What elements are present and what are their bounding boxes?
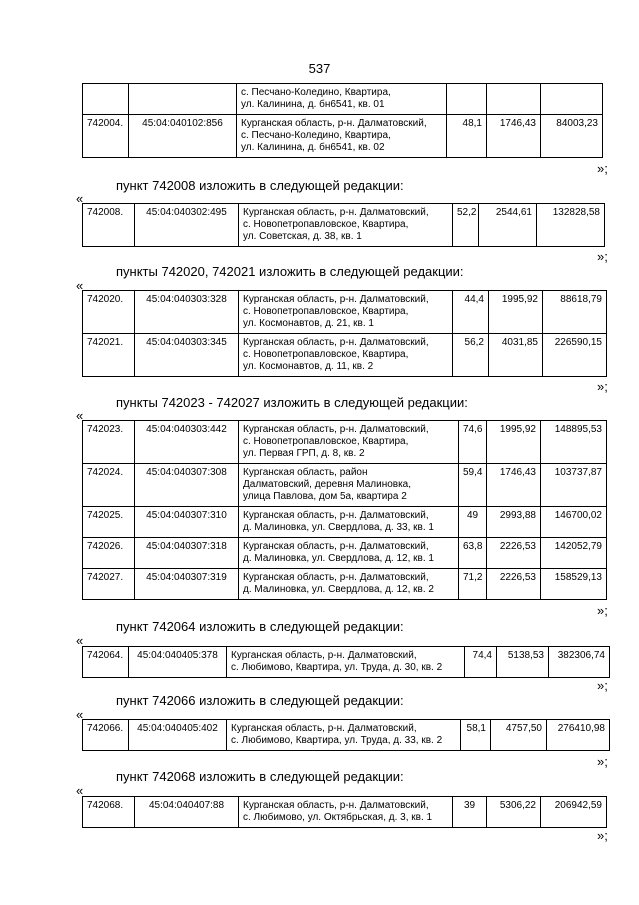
table-row — [83, 421, 607, 464]
address-cell — [239, 569, 459, 600]
section-intro: пункт 742008 изложить в следующей редакции: — [116, 178, 404, 193]
address-cell — [239, 291, 453, 334]
address-line: Курганская область, р-н. Далматовский, — [243, 424, 429, 435]
cadastral-number: 45:04:040303:328 — [135, 291, 239, 334]
address-line: Курганская область, р-н. Далматовский, — [231, 723, 417, 734]
area-value: 39 — [453, 797, 487, 828]
row-number: 742020. — [83, 291, 135, 334]
opening-quote: « — [76, 408, 84, 423]
address-line: д. Малиновка, ул. Свердлова, д. 33, кв. 1 — [243, 522, 434, 533]
opening-quote: « — [76, 707, 84, 722]
area-value: 56,2 — [453, 334, 489, 377]
price-value: 2544,61 — [479, 204, 537, 247]
closing-quote: »; — [597, 678, 608, 693]
total-value: 158529,13 — [541, 569, 607, 600]
table-row — [83, 507, 607, 538]
area-value: 59,4 — [459, 464, 487, 507]
opening-quote: « — [76, 278, 84, 293]
table-row — [83, 464, 607, 507]
price-value: 1746,43 — [487, 464, 541, 507]
address-line: Курганская область, р-н. Далматовский, — [243, 572, 429, 583]
table-row — [83, 538, 607, 569]
opening-quote: « — [76, 783, 84, 798]
opening-quote: « — [76, 191, 84, 206]
price-value: 4031,85 — [489, 334, 543, 377]
address-line: д. Малиновка, ул. Свердлова, д. 12, кв. 2 — [243, 584, 434, 595]
address-line: Курганская область, р-н. Далматовский, — [243, 800, 429, 811]
cadastral-number: 45:04:040307:310 — [135, 507, 239, 538]
section-intro: пункты 742020, 742021 изложить в следующей редакции: — [116, 264, 464, 279]
cadastral-number: 45:04:040405:402 — [129, 720, 227, 751]
price-value: 2226,53 — [487, 538, 541, 569]
registry-table — [82, 203, 605, 247]
address-line: с. Песчано-Коледино, Квартира, — [241, 87, 391, 98]
cadastral-number: 45:04:040303:345 — [135, 334, 239, 377]
area-value: 74,6 — [459, 421, 487, 464]
address-cell — [227, 647, 465, 678]
total-value: 103737,87 — [541, 464, 607, 507]
address-line: Курганская область, р-н. Далматовский, — [243, 541, 429, 552]
total-value: 226590,15 — [543, 334, 607, 377]
row-number: 742066. — [83, 720, 129, 751]
address-line: Курганская область, р-н. Далматовский, — [231, 650, 417, 661]
opening-quote: « — [76, 633, 84, 648]
address-line: с. Любимово, Квартира, ул. Труда, д. 30, кв. 2 — [231, 662, 443, 673]
price-value: 5306,22 — [487, 797, 541, 828]
price-value: 1746,43 — [487, 115, 541, 158]
area-value: 63,8 — [459, 538, 487, 569]
table-row — [83, 291, 607, 334]
row-number: 742023. — [83, 421, 135, 464]
closing-quote: »; — [597, 754, 608, 769]
price-value: 4757,50 — [491, 720, 547, 751]
address-cell — [239, 507, 459, 538]
total-value — [541, 84, 603, 115]
row-number: 742027. — [83, 569, 135, 600]
price-value: 2226,53 — [487, 569, 541, 600]
table-row — [83, 204, 605, 247]
address-line: ул. Калинина, д. бн6541, кв. 02 — [241, 142, 385, 153]
total-value: 276410,98 — [547, 720, 610, 751]
closing-quote: »; — [597, 379, 608, 394]
area-value: 44,4 — [453, 291, 489, 334]
price-value: 1995,92 — [487, 421, 541, 464]
address-cell — [239, 797, 453, 828]
cadastral-number — [129, 84, 237, 115]
area-value — [447, 84, 487, 115]
total-value: 88618,79 — [543, 291, 607, 334]
total-value: 382306,74 — [549, 647, 610, 678]
row-number: 742024. — [83, 464, 135, 507]
registry-table — [82, 719, 610, 751]
row-number: 742021. — [83, 334, 135, 377]
address-line: с. Новопетропавловское, Квартира, — [243, 349, 409, 360]
area-value: 74,4 — [465, 647, 497, 678]
area-value: 52,2 — [453, 204, 479, 247]
closing-quote: »; — [597, 161, 608, 176]
cadastral-number: 45:04:040405:378 — [129, 647, 227, 678]
closing-quote: »; — [597, 249, 608, 264]
address-line: с. Новопетропавловское, Квартира, — [243, 219, 409, 230]
address-line: Курганская область, р-н. Далматовский, — [243, 294, 429, 305]
total-value: 132828,58 — [537, 204, 605, 247]
address-cell — [239, 538, 459, 569]
section-intro: пункт 742068 изложить в следующей редакции: — [116, 769, 404, 784]
registry-table — [82, 420, 607, 600]
closing-quote: »; — [597, 828, 608, 843]
price-value — [487, 84, 541, 115]
table-row — [83, 720, 610, 751]
table-row — [83, 797, 607, 828]
area-value: 58,1 — [461, 720, 491, 751]
address-cell — [239, 421, 459, 464]
row-number: 742008. — [83, 204, 135, 247]
address-cell — [239, 334, 453, 377]
registry-table — [82, 646, 610, 678]
section-intro: пункты 742023 - 742027 изложить в следующей редакции: — [116, 395, 468, 410]
address-line: с. Любимово, ул. Октябрьская, д. 3, кв. 1 — [243, 812, 433, 823]
registry-table — [82, 796, 607, 828]
address-line: с. Новопетропавловское, Квартира, — [243, 436, 409, 447]
address-line: ул. Космонавтов, д. 21, кв. 1 — [243, 318, 374, 329]
cadastral-number: 45:04:040307:319 — [135, 569, 239, 600]
section-intro: пункт 742066 изложить в следующей редакции: — [116, 693, 404, 708]
cadastral-number: 45:04:040307:308 — [135, 464, 239, 507]
row-number: 742068. — [83, 797, 135, 828]
area-value: 71,2 — [459, 569, 487, 600]
price-value: 1995,92 — [489, 291, 543, 334]
row-number: 742025. — [83, 507, 135, 538]
address-cell — [227, 720, 461, 751]
closing-quote: »; — [597, 603, 608, 618]
address-cell — [239, 204, 453, 247]
table-row — [83, 569, 607, 600]
address-line: ул. Советская, д. 38, кв. 1 — [243, 231, 362, 242]
cadastral-number: 45:04:040307:318 — [135, 538, 239, 569]
row-number — [83, 84, 129, 115]
address-line: с. Новопетропавловское, Квартира, — [243, 306, 409, 317]
address-line: Курганская область, р-н. Далматовский, — [241, 118, 427, 129]
address-line: Курганская область, р-н. Далматовский, — [243, 337, 429, 348]
address-line: Курганская область, р-н. Далматовский, — [243, 510, 429, 521]
address-cell — [237, 84, 447, 115]
address-line: Курганская область, район — [243, 467, 368, 478]
row-number: 742026. — [83, 538, 135, 569]
total-value: 148895,53 — [541, 421, 607, 464]
address-line: улица Павлова, дом 5а, квартира 2 — [243, 491, 407, 502]
address-line: д. Малиновка, ул. Свердлова, д. 12, кв. 1 — [243, 553, 434, 564]
address-line: с. Песчано-Коледино, Квартира, — [241, 130, 391, 141]
area-value: 49 — [459, 507, 487, 538]
total-value: 142052,79 — [541, 538, 607, 569]
address-cell — [237, 115, 447, 158]
price-value: 5138,53 — [497, 647, 549, 678]
registry-table — [82, 83, 603, 158]
address-line: ул. Первая ГРП, д. 8, кв. 2 — [243, 448, 365, 459]
address-line: ул. Космонавтов, д. 11, кв. 2 — [243, 361, 374, 372]
section-intro: пункт 742064 изложить в следующей редакции: — [116, 619, 404, 634]
table-row — [83, 84, 603, 115]
cadastral-number: 45:04:040407:88 — [135, 797, 239, 828]
table-row — [83, 115, 603, 158]
price-value: 2993,88 — [487, 507, 541, 538]
cadastral-number: 45:04:040302:495 — [135, 204, 239, 247]
total-value: 206942,59 — [541, 797, 607, 828]
total-value: 146700,02 — [541, 507, 607, 538]
address-line: Курганская область, р-н. Далматовский, — [243, 207, 429, 218]
cadastral-number: 45:04:040102:856 — [129, 115, 237, 158]
area-value: 48,1 — [447, 115, 487, 158]
row-number: 742064. — [83, 647, 129, 678]
address-line: с. Любимово, Квартира, ул. Труда, д. 33, кв. 2 — [231, 735, 443, 746]
registry-table — [82, 290, 607, 377]
table-row — [83, 334, 607, 377]
total-value: 84003,23 — [541, 115, 603, 158]
cadastral-number: 45:04:040303:442 — [135, 421, 239, 464]
address-line: Далматовский, деревня Малиновка, — [243, 479, 412, 490]
address-line: ул. Калинина, д. бн6541, кв. 01 — [241, 99, 385, 110]
row-number: 742004. — [83, 115, 129, 158]
address-cell — [239, 464, 459, 507]
table-row — [83, 647, 610, 678]
page-number: 537 — [308, 61, 331, 76]
